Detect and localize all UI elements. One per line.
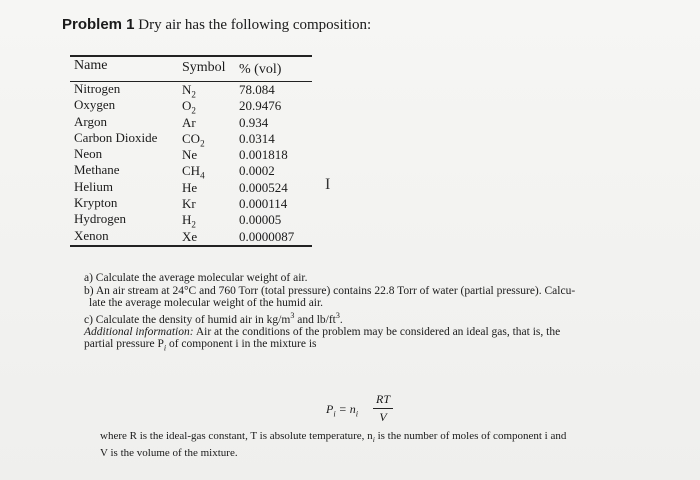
table-body [70,81,312,244]
questions-block [84,272,664,355]
table-row [70,81,312,100]
table-row [70,179,312,195]
formula-denominator: V [379,410,387,424]
table-row [70,97,312,116]
table-row [70,211,312,230]
question-b-line2: late the average molecular weight of the humid air. [89,297,324,309]
table-row [70,114,312,130]
table-row [70,228,312,244]
row-symbol: He [182,179,198,195]
additional-info-line2: partial pressure $P_i$ of component i in the mixture is [84,338,317,353]
row-symbol: $O_2$ [182,98,196,116]
row-name: Neon [74,146,103,162]
where-line2: V is the volume of the mixture. [100,446,238,459]
table-row [70,129,312,149]
row-percent: 0.0000087 [239,228,295,244]
row-name: Nitrogen [74,81,121,96]
table-row [70,195,312,211]
row-name: Oxygen [74,97,116,113]
where-clause [100,430,640,459]
problem-title [62,16,371,34]
question-a: a) Calculate the average molecular weight of air. [84,272,308,284]
table-row [70,162,312,182]
row-symbol: Kr [182,196,196,212]
row-percent: 0.934 [239,114,269,130]
table-row [70,146,312,162]
row-percent: 0.00005 [239,212,282,228]
row-symbol: $CH_4$ [182,163,205,182]
row-symbol: $CO_2$ [182,130,205,149]
question-b-line1: b) An air stream at 24°C and 760 Torr (total pressure) contains 22.8 Torr of water (partial pressure). Calcu- [84,284,576,297]
formula-numerator: RT [375,392,390,406]
row-name: Krypton [74,195,118,211]
row-percent: 0.001818 [239,147,288,163]
table-bottom-rule [70,245,312,247]
row-name: Argon [74,113,107,129]
additional-info-line1: Additional information: Air at the conditions of the problem may be considered an ideal gas, that is, the [84,325,561,338]
row-percent: 0.0002 [239,163,275,179]
row-name: Methane [74,162,120,178]
question-c: c) Calculate the density of humid air in $kg/m^3$ and $lb/ft^3$. [84,310,343,326]
document-page: Problem 1 Dry air has the following composition: Name Symbol % (vol) Nitrogen $N_2$ 78.084 Oxygen $O_2$ 20.9476 Argon Ar 0.934 Carbon Dioxide $CO_2$ 0.0314 Neon Ne 0.001818 Methane $CH_4$ 0.0002 Helium He 0.000524 Krypton Kr 0.000114 Hydrogen $H_2$ 0.00005 Xenon Xe 0.0000087 I a) Calculate the average molecular weight of air. b) An air stream at 24°C and 760 Torr (total pressure) contains 22.8 Torr of water (partial pressure). Calcu- late the average molecular weight of the humid air. c) Calculate the density of humid air in $kg/m^3$ and $lb/ft^3$. Additional information: Air at the conditions of the problem may be considered an ideal gas, that is, the partial pressure $P_i$ of component i in the mixture is $P_i = n_i$ RT V where R is the ideal-gas constant, T is absolute temperature, $n_i$ is the number of moles of component i and V is the volume of the mixture. [0,0,700,480]
header-name: Name [74,58,108,73]
row-percent: 0.000114 [239,196,288,212]
row-symbol: Ne [182,147,198,163]
row-percent: 0.000524 [239,179,288,195]
problem-statement: Dry air has the following composition: [138,17,372,33]
formula-lhs: P [326,402,334,416]
row-name: Carbon Dioxide [74,129,158,145]
row-name: Helium [74,178,113,194]
where-line1: where R is the ideal-gas constant, T is absolute temperature, $n_i$ is the number of moles of component i and [100,430,567,445]
row-name: Xenon [74,227,109,243]
composition-table [70,55,312,242]
fraction-bar [373,408,393,409]
table-header [70,55,312,79]
row-symbol: Xe [182,228,198,244]
row-percent: 0.0314 [239,130,275,146]
header-percent: % (vol) [239,62,282,77]
problem-number: Problem 1 [62,16,135,33]
additional-info-label: Additional information: [84,325,194,338]
row-symbol: Ar [182,114,196,130]
row-percent: 78.084 [239,82,275,97]
row-percent: 20.9476 [239,98,282,114]
header-symbol: Symbol [182,60,226,75]
row-name: Hydrogen [74,211,126,227]
text-cursor-icon: I [325,176,331,193]
row-symbol: $H_2$ [182,212,196,230]
row-symbol: $N_2$ [182,82,196,100]
